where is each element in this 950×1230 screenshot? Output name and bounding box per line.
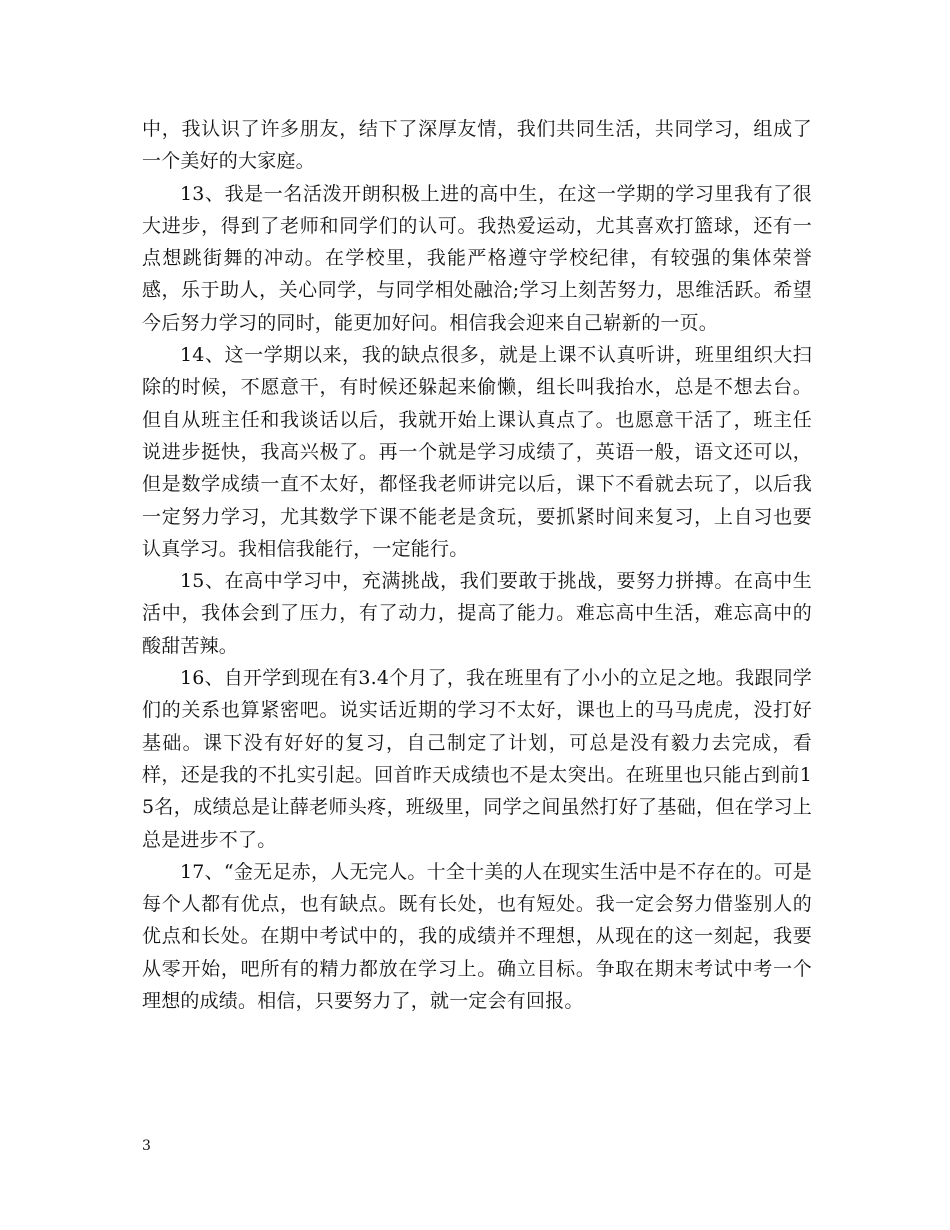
- paragraph-continuation: 中，我认识了许多朋友，结下了深厚友情，我们共同生活，共同学习，组成了一个美好的大家庭。: [142, 118, 812, 173]
- document-body: [142, 113, 812, 1017]
- paragraph-item-13: 13、我是一名活泼开朗积极上进的高中生，在这一学期的学习里我有了很大进步，得到了老师和同学们的认可。我热爱运动，尤其喜欢打篮球，还有一点想跳街舞的冲动。在学校里，我能严格遵守学校纪律，有较强的集体荣誉感，乐于助人，关心同学，与同学相处融洽;学习上刻苦努力，思维活跃。希望今后努力学习的同时，能更加好问。相信我会迎来自己崭新的一页。: [142, 182, 812, 334]
- page-number: 3: [142, 1138, 151, 1154]
- paragraph-item-14: 14、这一学期以来，我的缺点很多，就是上课不认真听讲，班里组织大扫除的时候，不愿意干，有时候还躲起来偷懒，组长叫我抬水，总是不想去台。但自从班主任和我谈话以后，我就开始上课认真点了。也愿意干活了，班主任说进步挺快，我高兴极了。再一个就是学习成绩了，英语一般，语文还可以，但是数学成绩一直不太好，都怪我老师讲完以后，课下不看就去玩了，以后我一定努力学习，尤其数学下课不能老是贪玩，要抓紧时间来复习，上自习也要认真学习。我相信我能行，一定能行。: [142, 344, 812, 560]
- paragraph-item-16: 16、自开学到现在有3.4个月了，我在班里有了小小的立足之地。我跟同学们的关系也算紧密吧。说实话近期的学习不太好，课也上的马马虎虎，没打好基础。课下没有好好的复习，自己制定了计划，可总是没有毅力去完成，看样，还是我的不扎实引起。回首昨天成绩也不是太突出。在班里也只能占到前15名，成绩总是让薛老师头疼，班级里，同学之间虽然打好了基础，但在学习上总是进步不了。: [142, 667, 812, 851]
- paragraph-item-17: 17、“金无足赤，人无完人。十全十美的人在现实生活中是不存在的。可是每个人都有优点，也有缺点。既有长处，也有短处。我一定会努力借鉴别人的优点和长处。在期中考试中的，我的成绩并不理想，从现在的这一刻起，我要从零开始，吧所有的精力都放在学习上。确立目标。争取在期末考试中考一个理想的成绩。相信，只要努力了，就一定会有回报。: [142, 860, 812, 1013]
- paragraph-item-15: 15、在高中学习中，充满挑战，我们要敢于挑战，要努力拼搏。在高中生活中，我体会到了压力，有了动力，提高了能力。难忘高中生活，难忘高中的酸甜苦辣。: [142, 570, 812, 657]
